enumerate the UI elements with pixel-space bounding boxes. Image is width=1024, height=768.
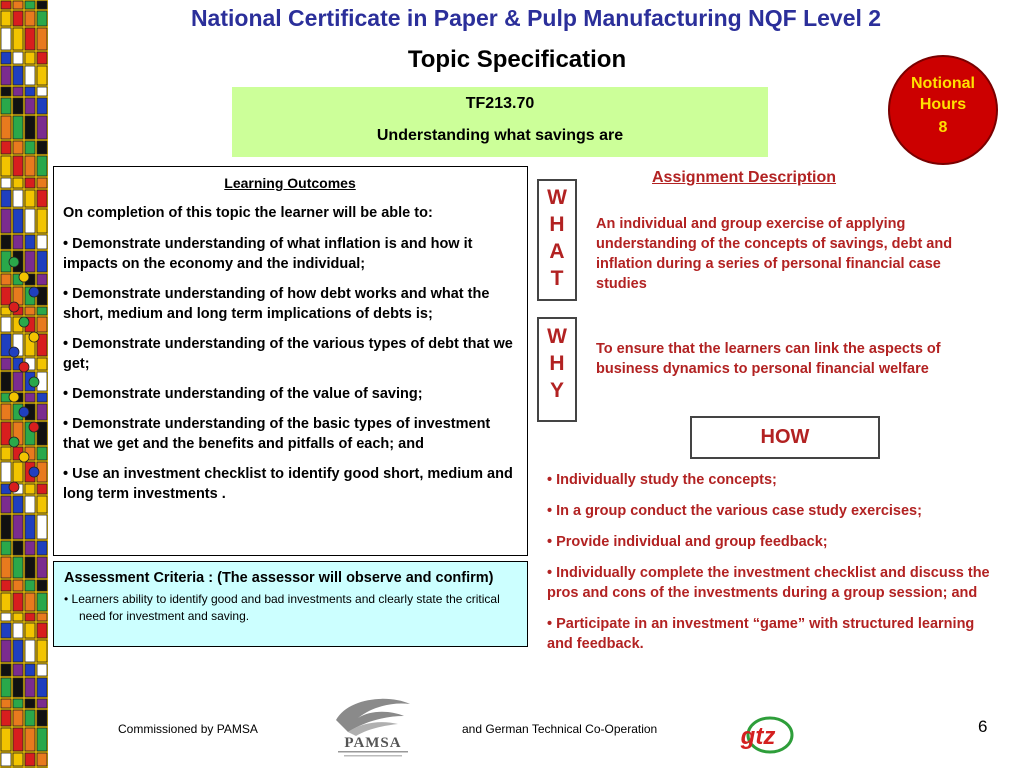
learning-outcomes-intro: On completion of this topic the learner will be able to: <box>63 205 433 221</box>
assessment-criteria-title: Assessment Criteria : (The assessor will observe and confirm) <box>64 570 494 586</box>
pamsa-logo <box>318 692 428 762</box>
decorative-mosaic-stripe <box>0 0 48 768</box>
topic-code: TF213.70 <box>465 95 535 112</box>
learning-outcomes-heading: Learning Outcomes <box>224 175 356 191</box>
why-letter: Y <box>549 379 564 402</box>
learning-outcome-item: • Demonstrate understanding of the basic types of investment that we get and the benefits and pitfalls of each; and <box>63 416 491 452</box>
how-item: • In a group conduct the various case study exercises; <box>547 503 922 519</box>
how-list <box>547 470 1002 665</box>
topic-name: Understanding what savings are <box>376 127 624 144</box>
main-title: National Certificate in Paper & Pulp Manufacturing NQF Level 2 <box>190 5 882 31</box>
footer-commissioned-by: Commissioned by PAMSA <box>118 722 258 736</box>
how-item: • Provide individual and group feedback; <box>547 534 828 550</box>
how-item: • Individually complete the investment checklist and discuss the pros and cons of the investments during a group session; and <box>547 565 990 601</box>
notional-hours-badge <box>888 55 998 165</box>
page-subtitle: Topic Specification <box>407 46 627 73</box>
gtz-logo-text: gtz <box>740 723 776 750</box>
what-letter: H <box>549 213 565 236</box>
learning-outcomes-box <box>53 166 528 556</box>
how-label-box: HOW <box>690 416 880 459</box>
why-label-box <box>537 317 577 422</box>
page-number: 6 <box>978 717 988 736</box>
notional-label-line2: Hours <box>919 96 967 113</box>
why-description: To ensure that the learners can link the aspects of business dynamics to personal financial welfare <box>596 341 941 377</box>
learning-outcome-item: • Demonstrate understanding of how debt works and what the short, medium and long term implications of debts is; <box>63 286 490 322</box>
notional-label-line1: Notional <box>911 75 975 92</box>
why-letter: W <box>547 325 567 348</box>
gtz-logo <box>728 714 798 756</box>
assignment-description-heading: Assignment Description <box>652 169 837 186</box>
why-letter: H <box>549 352 565 375</box>
notional-hours-value: 8 <box>938 119 948 136</box>
how-item: • Individually study the concepts; <box>547 472 777 488</box>
how-item: • Participate in an investment “game” with structured learning and feedback. <box>547 616 975 652</box>
pamsa-logo-text: PAMSA <box>344 735 402 751</box>
footer-co-operation: and German Technical Co-Operation <box>462 722 658 736</box>
what-letter: W <box>547 186 567 209</box>
learning-outcome-item: • Demonstrate understanding of the value of saving; <box>63 386 423 402</box>
what-letter: A <box>549 240 565 263</box>
what-description: An individual and group exercise of applying understanding of the concepts of savings, debt and inflation during a series of personal financial case studies <box>596 216 953 292</box>
assessment-criteria-item: • Learners ability to identify good and bad investments and clearly state the critical need for investment and saving. <box>64 592 500 623</box>
assessment-criteria-box <box>53 561 528 647</box>
learning-outcome-item: • Demonstrate understanding of what inflation is and how it impacts on the economy and the individual; <box>63 236 473 272</box>
topic-code-box <box>232 87 768 157</box>
learning-outcome-item: • Use an investment checklist to identify good short, medium and long term investments . <box>63 466 513 502</box>
what-label-box <box>537 179 577 301</box>
what-letter: T <box>550 267 564 290</box>
learning-outcome-item: • Demonstrate understanding of the various types of debt that we get; <box>63 336 513 372</box>
